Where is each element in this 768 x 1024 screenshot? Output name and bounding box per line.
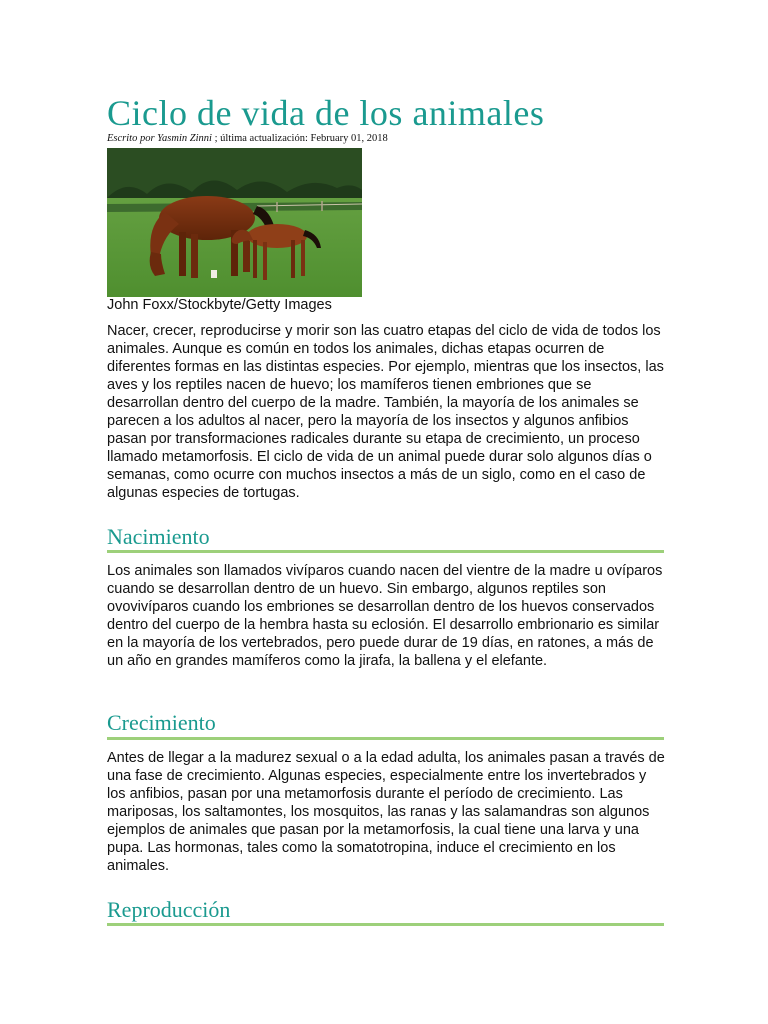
article-title: Ciclo de vida de los animales (107, 93, 545, 133)
intro-paragraph: Nacer, crecer, reproducirse y morir son las cuatro etapas del ciclo de vida de todos los animales. Aunque es común en todos los animales, dichas etapas ocurren de diferentes formas en las distintas especies. Por ejemplo, mientras que los insectos, las aves y los reptiles nacen de huevo; los mamíferos tienen embriones que se desarrollan dentro del cuerpo de la madre. También, la mayoría de los animales se parecen a los adultos al nacer, pero la mayoría de los insectos y algunos anfibios pasan por transformaciones radicales durante su etapa de crecimiento, un proceso llamado metamorfosis. El ciclo de vida de un animal puede durar solo algunos días o semanas, como ocurre con muchos insectos a más de un siglo, como en el caso de algunas especies de tortugas. (107, 323, 664, 501)
section-rule (107, 737, 664, 740)
section-body-nacimiento: Los animales son llamados vivíparos cuando nacen del vientre de la madre u ovíparos cuando se desarrollan dentro de un huevo. Sin embargo, algunos reptiles son ovovivíparos cuando los embriones se desarrollan dentro de los huevos conservados dentro del cuerpo de la hembra hasta su eclosión. El desarrollo embrionario es similar en la mayoría de los vertebrados, pero puede durar de 19 días, en ratones, a más de un año en grandes mamíferos como la jirafa, la ballena y el elefante. (107, 563, 663, 669)
byline-update: ; última actualización: February 01, 2018 (211, 133, 388, 144)
section-body-crecimiento: Antes de llegar a la madurez sexual o a la edad adulta, los animales pasan a través de una fase de crecimiento. Algunas especies, especialmente entre los invertebrados y los anfibios, pasan por una metamorfosis durante el período de crecimiento. Las mariposas, los saltamontes, los mosquitos, las ranas y las salamandras son algunos ejemplos de animales que pasan por la metamorfosis, la cual tiene una larva y una pupa. Las hormonas, tales como la somatotropina, induce el crecimiento en los animales. (107, 750, 665, 874)
byline (107, 133, 388, 144)
horse-photo (107, 148, 362, 297)
section-heading-nacimiento: Nacimiento (107, 524, 210, 549)
photo-caption: John Foxx/Stockbyte/Getty Images (107, 297, 332, 313)
section-heading-crecimiento: Crecimiento (107, 710, 216, 735)
section-heading-reproduccion: Reproducción (107, 897, 231, 922)
byline-author: Escrito por Yasmin Zinni (107, 133, 212, 144)
section-rule (107, 923, 664, 926)
section-rule (107, 550, 664, 553)
